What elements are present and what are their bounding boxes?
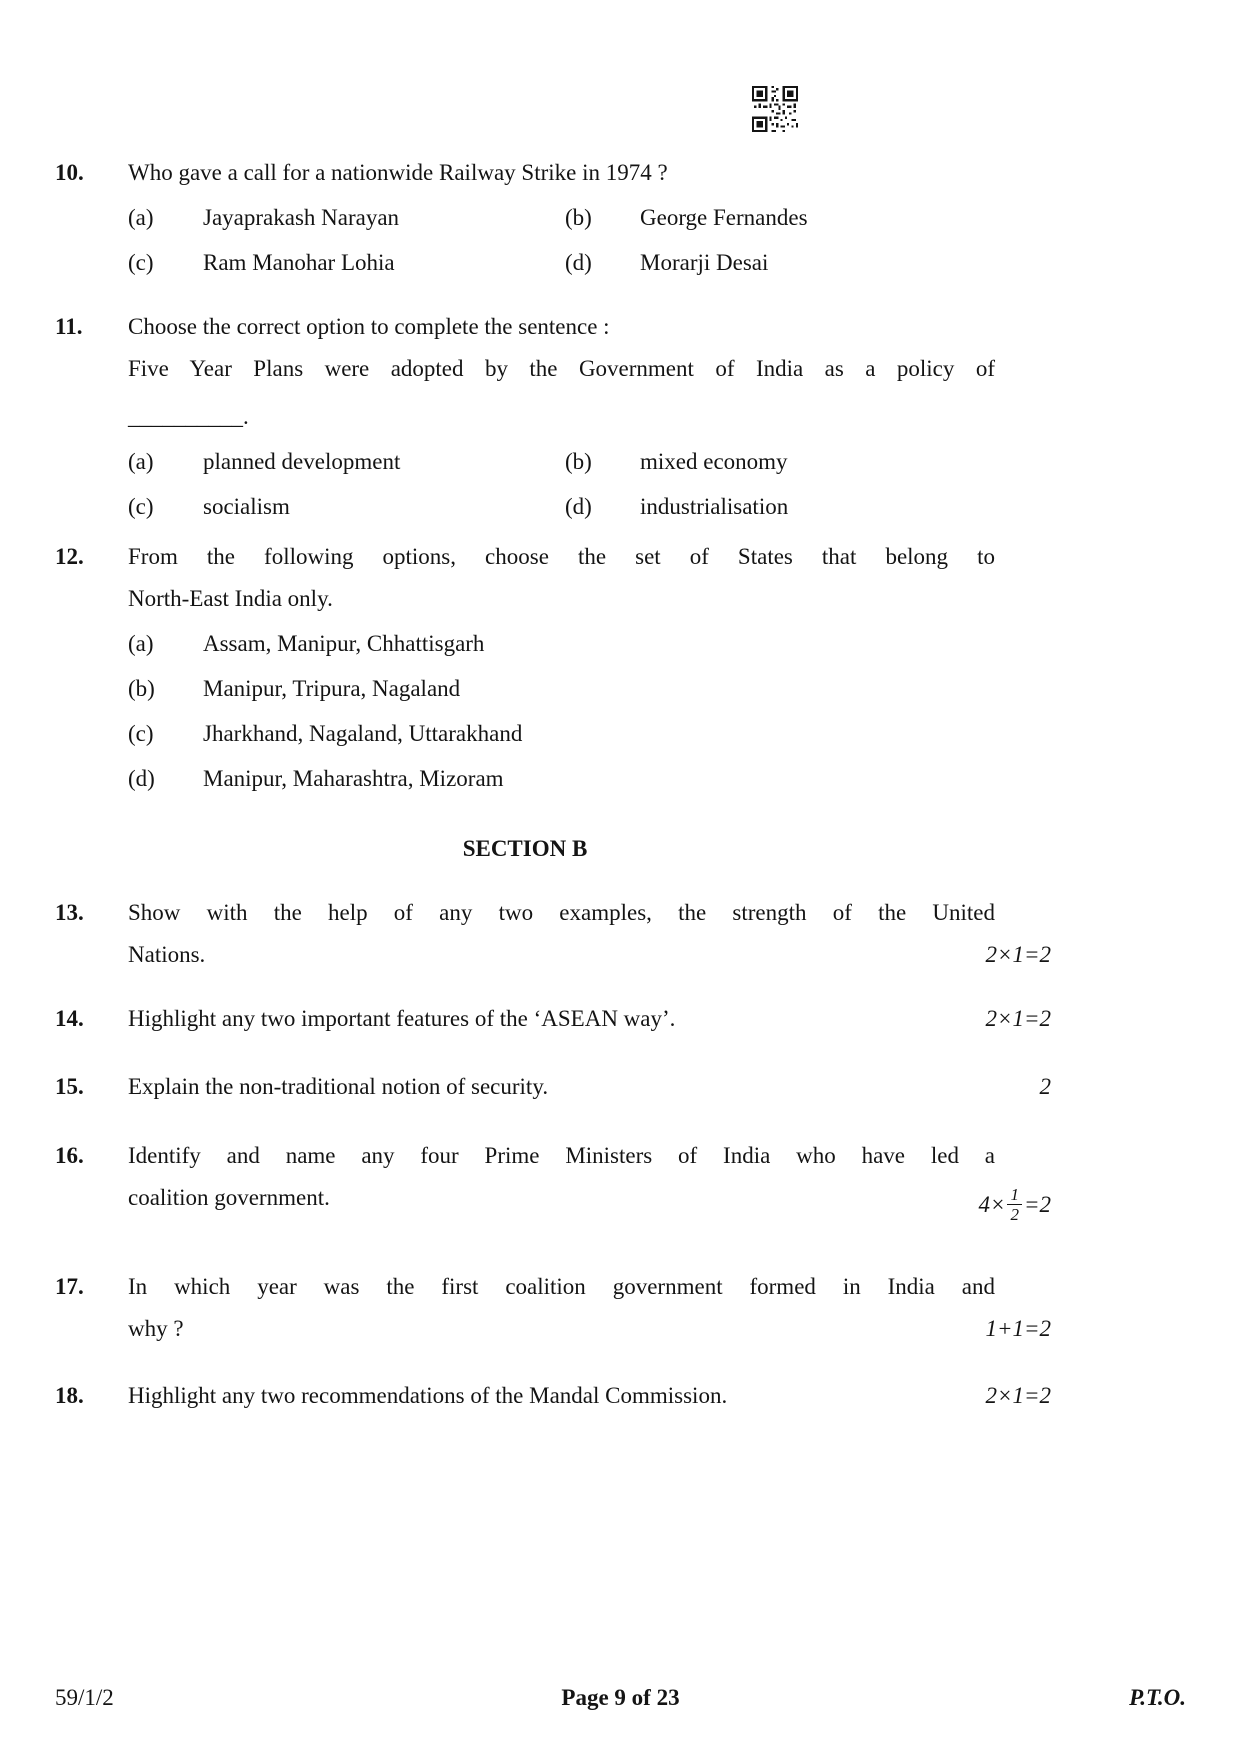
option-text: Morarji Desai: [640, 250, 769, 275]
page-footer: [55, 1685, 1186, 1711]
options-row: [128, 758, 1051, 800]
question-text: Highlight any two important features of the ‘ASEAN way’.: [128, 1006, 676, 1031]
marks: 2×1=2: [985, 1006, 1051, 1031]
option-a: [128, 197, 565, 239]
option-c: [128, 713, 522, 755]
marks: 2×1=2: [985, 942, 1051, 967]
option-key: (b): [565, 449, 592, 474]
option-text: Ram Manohar Lohia: [203, 250, 395, 275]
question-text-line: why ?: [128, 1316, 184, 1341]
fraction-numerator: 1: [1010, 1184, 1019, 1204]
pto-label: P.T.O.: [1129, 1685, 1186, 1710]
question-number: 10.: [55, 160, 84, 185]
question-18: [55, 1375, 1051, 1417]
question-text: Explain the non-traditional notion of security.: [128, 1074, 549, 1099]
question-number: 17.: [55, 1274, 84, 1299]
marks-suffix: =2: [1023, 1192, 1051, 1218]
option-key: (c): [128, 494, 154, 519]
section-heading: SECTION B: [462, 836, 588, 861]
marks-prefix: 4×: [978, 1192, 1006, 1218]
marks: 2×1=2: [985, 1383, 1051, 1408]
option-key: (b): [565, 205, 592, 230]
paper-code: 59/1/2: [55, 1685, 114, 1710]
question-15: [55, 1066, 1051, 1108]
question-text: Who gave a call for a nationwide Railway Strike in 1974 ?: [128, 160, 668, 185]
option-key: (a): [128, 449, 154, 474]
qr-code-icon: [752, 86, 798, 132]
question-text: Highlight any two recommendations of the Mandal Commission.: [128, 1383, 728, 1408]
option-d: [565, 486, 788, 528]
question-10: [55, 152, 1051, 284]
option-key: (d): [565, 250, 592, 275]
option-b: [565, 197, 808, 239]
marks: 1+1=2: [985, 1316, 1051, 1341]
question-text-line: Five Year Plans were adopted by the Government of India as a policy of: [128, 356, 995, 381]
marks: 2: [1039, 1074, 1051, 1099]
option-b: [128, 668, 460, 710]
page-number: Page 9 of 23: [561, 1685, 680, 1710]
fraction-denominator: 2: [1007, 1204, 1022, 1225]
question-number: 16.: [55, 1143, 84, 1168]
options-row: [128, 242, 1051, 284]
question-text-line: Choose the correct option to complete the sentence :: [128, 314, 610, 339]
question-14: [55, 998, 1051, 1040]
option-key: (d): [565, 494, 592, 519]
option-key: (b): [128, 676, 155, 701]
options-row: [128, 623, 1051, 665]
question-16: [55, 1135, 1051, 1225]
option-text: Manipur, Tripura, Nagaland: [203, 676, 461, 701]
question-number: 11.: [55, 314, 83, 339]
option-text: planned development: [203, 449, 401, 474]
option-key: (c): [128, 721, 154, 746]
option-c: [128, 486, 565, 528]
fill-in-blank: __________.: [128, 404, 249, 429]
question-number: 13.: [55, 900, 84, 925]
options-row: [128, 197, 1051, 239]
options-row: [128, 713, 1051, 755]
marks-fraction: [1007, 1185, 1022, 1225]
question-number: 12.: [55, 544, 84, 569]
option-text: Assam, Manipur, Chhattisgarh: [203, 631, 485, 656]
option-text: mixed economy: [640, 449, 788, 474]
question-text-line: North-East India only.: [128, 586, 333, 611]
question-12: [55, 536, 1051, 800]
option-text: Manipur, Maharashtra, Mizoram: [203, 766, 504, 791]
option-c: [128, 242, 565, 284]
option-text: George Fernandes: [640, 205, 808, 230]
option-d: [565, 242, 768, 284]
question-text-line: Show with the help of any two examples, the strength of the United: [128, 900, 995, 925]
option-b: [565, 441, 788, 483]
option-a: [128, 623, 484, 665]
option-text: industrialisation: [640, 494, 789, 519]
option-key: (a): [128, 205, 154, 230]
question-number: 18.: [55, 1383, 84, 1408]
question-number: 14.: [55, 1006, 84, 1031]
option-text: socialism: [203, 494, 290, 519]
question-paper-body: [55, 152, 1051, 1443]
options-row: [128, 668, 1051, 710]
question-text-line: Nations.: [128, 942, 206, 967]
question-text-line: In which year was the first coalition government formed in India and: [128, 1274, 995, 1299]
options-row: [128, 486, 1051, 528]
option-text: Jharkhand, Nagaland, Uttarakhand: [203, 721, 523, 746]
option-key: (c): [128, 250, 154, 275]
marks: [978, 1185, 1051, 1225]
option-key: (d): [128, 766, 155, 791]
question-text-line: Identify and name any four Prime Ministers of India who have led a: [128, 1143, 995, 1168]
options-row: [128, 441, 1051, 483]
question-text-line: From the following options, choose the set of States that belong to: [128, 544, 995, 569]
question-text-line: coalition government.: [128, 1185, 330, 1210]
question-number: 15.: [55, 1074, 84, 1099]
question-13: [55, 892, 1051, 976]
question-17: [55, 1266, 1051, 1350]
option-text: Jayaprakash Narayan: [203, 205, 400, 230]
option-d: [128, 758, 504, 800]
question-11: [55, 306, 1051, 528]
option-key: (a): [128, 631, 154, 656]
option-a: [128, 441, 565, 483]
